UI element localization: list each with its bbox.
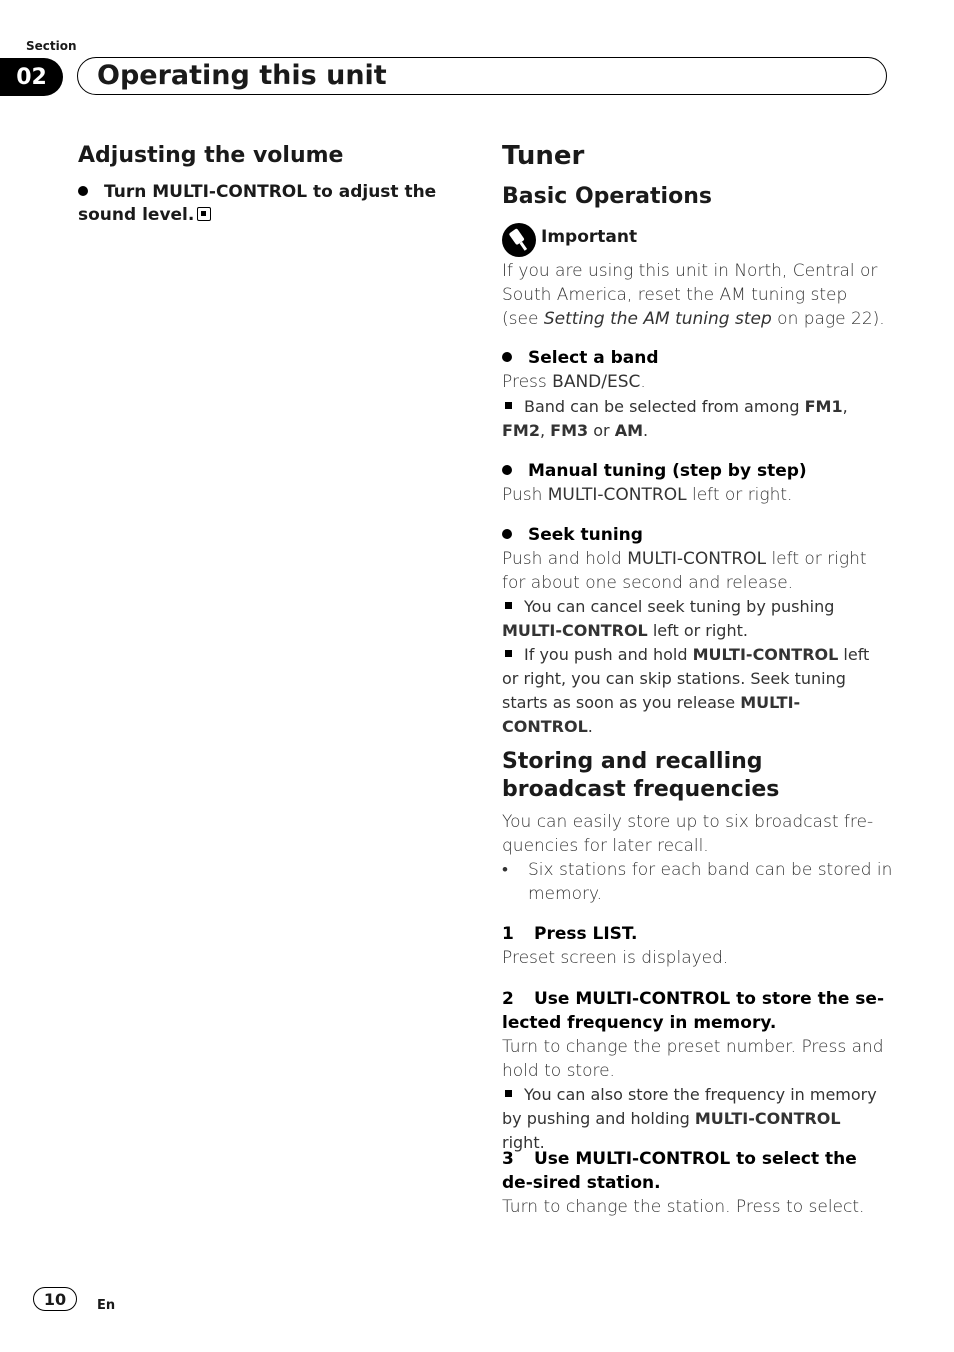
select-band-note <box>502 395 887 443</box>
or-word: or <box>588 421 615 440</box>
manual-tuning-heading <box>502 459 887 483</box>
multi-control-key: MULTI-CONTROL <box>692 645 839 664</box>
bullet-icon <box>502 465 512 475</box>
volume-instruction <box>78 181 448 227</box>
push-word: Push <box>502 485 548 505</box>
seek-tuning-text <box>502 547 887 595</box>
multi-control-key: MULTI-CONTROL <box>627 549 767 569</box>
band-fm2: FM2 <box>502 421 540 440</box>
step-3-title: Use MULTI-CONTROL to select the de-sired station. <box>502 1149 857 1193</box>
note-square-icon <box>505 602 512 609</box>
section-number-badge: 02 <box>0 58 63 96</box>
tuner-heading: Tuner <box>502 141 585 171</box>
band-fm3: FM3 <box>550 421 589 440</box>
manual-tuning-title: Manual tuning (step by step) <box>528 461 807 481</box>
important-text-part2: on page 22). <box>771 309 885 329</box>
adjusting-volume-heading: Adjusting the volume <box>78 143 344 168</box>
page-title: Operating this unit <box>97 60 387 91</box>
important-text <box>502 259 887 331</box>
multi-control-key: MULTI-CONTROL <box>694 1109 841 1128</box>
seek-text-pre: Push and hold <box>502 549 628 569</box>
important-icon <box>502 223 536 257</box>
band-fm1: FM1 <box>804 397 843 416</box>
seek-note-2 <box>502 643 887 739</box>
bullet-icon: • <box>502 860 508 880</box>
seek-note-1 <box>502 595 887 643</box>
seek-note1-post: left or right. <box>647 621 748 640</box>
important-reference: Setting the AM tuning step <box>543 309 772 329</box>
section-label: Section <box>26 39 77 53</box>
step-1-title: Press LIST. <box>534 924 638 944</box>
end-mark-icon <box>197 207 211 221</box>
step-number: 1 <box>502 924 514 944</box>
step-2-note-post: right. <box>502 1133 545 1152</box>
step-2-note-pre: You can also store the frequency in memory by pushing and holding <box>502 1085 877 1128</box>
band-note-text: Band can be selected from among <box>524 397 805 416</box>
comma: , <box>539 421 546 440</box>
step-2-note <box>502 1083 887 1155</box>
storing-heading: Storing and recalling broadcast frequencies <box>502 749 780 802</box>
multi-control-key: MULTI-CONTROL <box>502 621 648 640</box>
storing-intro: You can easily store up to six broadcast fre-quencies for later recall. <box>502 812 874 856</box>
manual-tuning-text <box>502 483 887 507</box>
page-number: 10 <box>33 1287 77 1311</box>
select-band-title: Select a band <box>528 348 659 368</box>
select-band-heading <box>502 346 887 370</box>
manual-tuning-rest: left or right. <box>686 485 793 505</box>
note-square-icon <box>505 402 512 409</box>
step-1-heading <box>502 922 887 946</box>
band-am: AM <box>614 421 644 440</box>
band-esc-key: BAND/ESC <box>552 372 641 392</box>
step-3-text: Turn to change the station. Press to select. <box>502 1197 865 1217</box>
step-1-text: Preset screen is displayed. <box>502 948 729 968</box>
volume-instruction-text: Turn MULTI-CONTROL to adjust the sound level. <box>78 182 437 225</box>
note-square-icon <box>505 1090 512 1097</box>
bullet-icon <box>78 186 88 196</box>
language-code: En <box>97 1298 116 1313</box>
important-text-part1: If you are using this unit in North, Central or South America, reset the AM tuning step (see <box>502 261 878 329</box>
multi-control-key: MULTI-CONTROL <box>547 485 687 505</box>
step-3-heading <box>502 1147 887 1195</box>
period: . <box>587 717 593 736</box>
press-word: Press <box>502 372 553 392</box>
bullet-icon <box>502 352 512 362</box>
step-number: 2 <box>502 989 514 1009</box>
seek-tuning-heading <box>502 523 887 547</box>
period: . <box>643 421 649 440</box>
seek-note2-pre: If you push and hold <box>524 645 693 664</box>
step-2-text: Turn to change the preset number. Press and hold to store. <box>502 1037 884 1081</box>
storing-bullet-text: Six stations for each band can be stored in memory. <box>528 860 893 904</box>
basic-operations-heading: Basic Operations <box>502 184 712 209</box>
seek-text-post: left or right for about one second and release. <box>502 549 867 593</box>
bullet-icon <box>502 529 512 539</box>
step-2-title: Use MULTI-CONTROL to store the se-lected frequency in memory. <box>502 989 884 1033</box>
multi-control-key: MULTI-CONTROL <box>502 693 801 736</box>
important-label: Important <box>541 227 638 247</box>
seek-note2-mid: left or right, you can skip stations. Seek tuning starts as soon as you release <box>502 645 870 712</box>
seek-tuning-title: Seek tuning <box>528 525 643 545</box>
select-band-text <box>502 370 887 394</box>
note-square-icon <box>505 650 512 657</box>
step-number: 3 <box>502 1149 514 1169</box>
comma: , <box>842 397 848 416</box>
period: . <box>640 372 646 392</box>
seek-note1-pre: You can cancel seek tuning by pushing <box>524 597 835 616</box>
step-2-heading <box>502 987 887 1035</box>
storing-bullet <box>502 858 913 906</box>
